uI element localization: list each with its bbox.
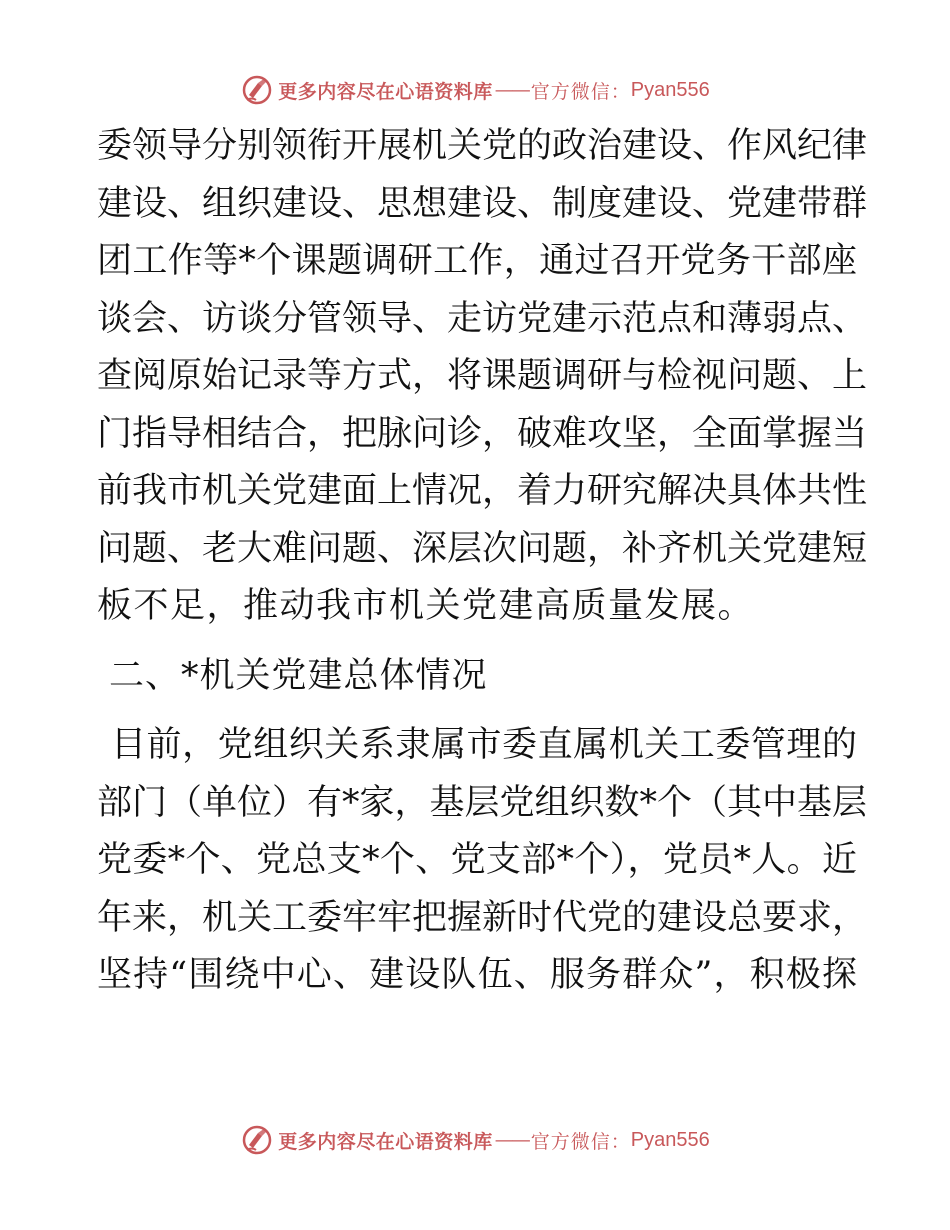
text-line: 建设、组织建设、思想建设、制度建设、党建带群 — [97, 183, 868, 224]
text-line: 部门（单位）有*家，基层党组织数*个（其中基层 — [97, 782, 868, 823]
text-line: 查阅原始记录等方式，将课题调研与检视问题、上 — [97, 356, 868, 396]
paragraph-1 — [97, 118, 868, 636]
watermark-label: 官方微信： — [530, 80, 631, 103]
text-line: 目前，党组织关系隶属市委直属机关工委管理的 — [111, 725, 857, 765]
text-line: 问题、老大难问题、深层次问题，补齐机关党建短 — [97, 528, 868, 569]
text-line: 门指导相结合，把脉问诊，破难攻坚，全面掌握当 — [97, 413, 868, 454]
paragraph-2 — [97, 717, 868, 1005]
watermark-dash: —— — [494, 1129, 529, 1151]
watermark-text: 更多内容尽在心语资料库 — [278, 80, 493, 103]
text-line: 坚持“围绕中心、建设队伍、服务群众”，积极探 — [97, 955, 857, 995]
logo-icon — [240, 73, 274, 107]
watermark-dash: —— — [494, 79, 529, 101]
document-body — [97, 118, 868, 1005]
text-line: 党委*个、党总支*个、党支部*个），党员*人。近 — [97, 840, 857, 880]
watermark-header — [0, 70, 950, 110]
watermark-label: 官方微信： — [530, 1130, 631, 1153]
watermark-footer — [0, 1120, 950, 1160]
watermark-text: 更多内容尽在心语资料库 — [278, 1130, 493, 1153]
watermark-wechat-id: Pyan556 — [630, 78, 710, 101]
text-line: 板不足，推动我市机关党建高质量发展。 — [97, 586, 755, 626]
text-line: 委领导分别领衔开展机关党的政治建设、作风纪律 — [97, 126, 868, 166]
logo-icon — [240, 1123, 274, 1157]
text-line: 团工作等*个课题调研工作，通过召开党务干部座 — [97, 241, 857, 281]
text-line: 前我市机关党建面上情况，着力研究解决具体共性 — [97, 471, 868, 511]
text-line: 谈会、访谈分管领导、走访党建示范点和薄弱点、 — [97, 298, 868, 339]
watermark-wechat-id: Pyan556 — [630, 1128, 710, 1151]
section-heading: 二、*机关党建总体情况 — [109, 655, 488, 696]
text-line: 年来，机关工委牢牢把握新时代党的建设总要求， — [97, 897, 868, 938]
